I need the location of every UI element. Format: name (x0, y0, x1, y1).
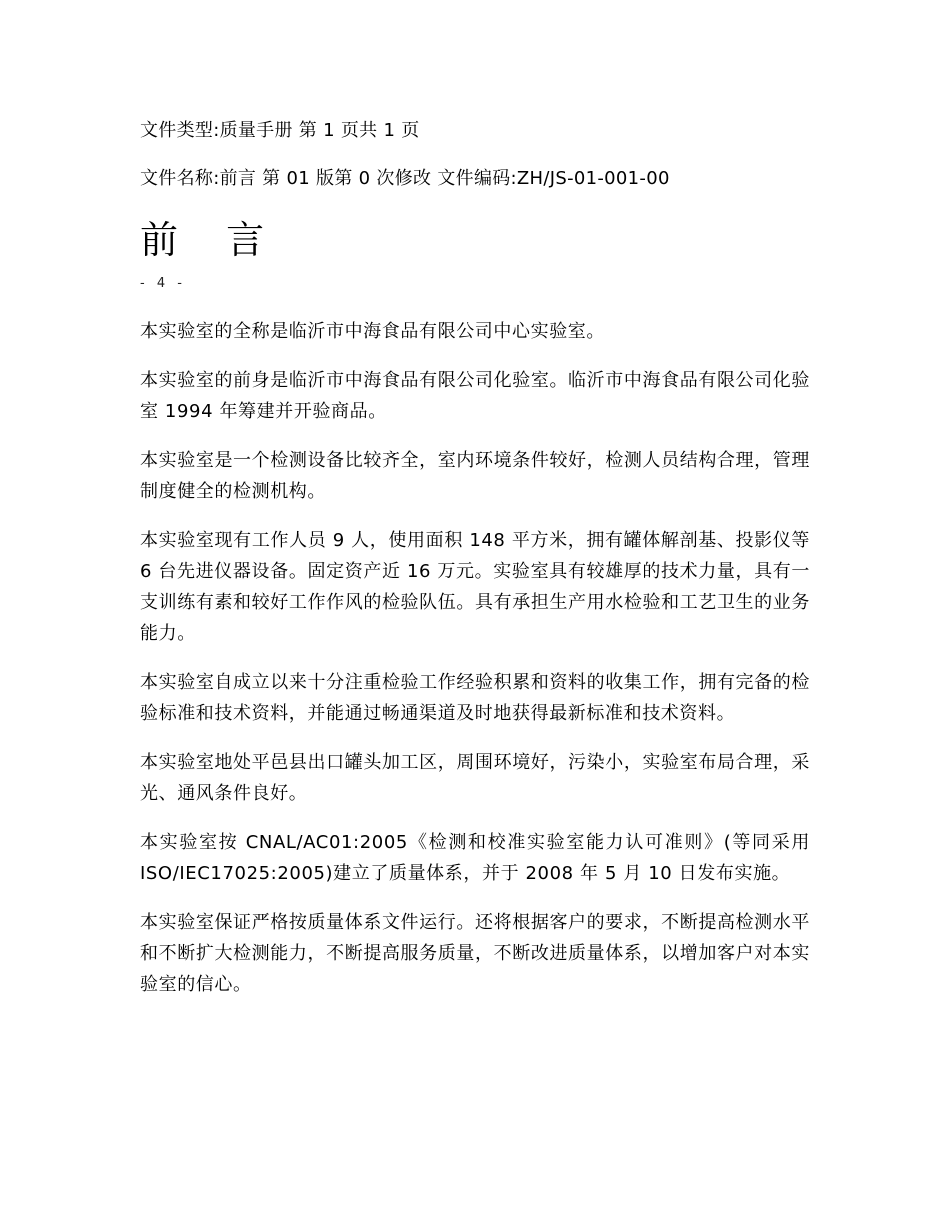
document-body (140, 316, 810, 1000)
page-title: 前 言 (140, 218, 283, 262)
paragraph-2: 本实验室的前身是临沂市中海食品有限公司化验室。临沂市中海食品有限公司化验室 1994 年筹建并开验商品。 (140, 370, 810, 422)
file-name-line: 文件名称:前言 第 01 版第 0 次修改 文件编码:ZH/JS-01-001-00 (140, 168, 670, 189)
file-type-line: 文件类型:质量手册 第 1 页共 1 页 (140, 120, 420, 141)
paragraph-3: 本实验室是一个检测设备比较齐全，室内环境条件较好，检测人员结构合理，管理制度健全的检测机构。 (140, 450, 810, 502)
paragraph-8: 本实验室保证严格按质量体系文件运行。还将根据客户的要求，不断提高检测水平和不断扩大检测能力，不断提高服务质量，不断改进质量体系，以增加客户对本实验室的信心。 (140, 912, 810, 995)
page-number: - 4 - (140, 276, 186, 291)
paragraph-6: 本实验室地处平邑县出口罐头加工区，周围环境好，污染小，实验室布局合理，采光、通风条件良好。 (140, 752, 810, 804)
paragraph-1: 本实验室的全称是临沂市中海食品有限公司中心实验室。 (140, 321, 605, 342)
paragraph-7: 本实验室按 CNAL/AC01:2005《检测和校准实验室能力认可准则》(等同采用 ISO/IEC17025:2005)建立了质量体系，并于 2008 年 5 月 10 日发布实施。 (140, 832, 810, 884)
paragraph-4: 本实验室现有工作人员 9 人，使用面积 148 平方米，拥有罐体解剖基、投影仪等 6 台先进仪器设备。固定资产近 16 万元。实验室具有较雄厚的技术力量，具有一支训练有素和较好工作作风的检验队伍。具有承担生产用水检验和工艺卫生的业务能力。 (140, 530, 810, 644)
paragraph-5: 本实验室自成立以来十分注重检验工作经验积累和资料的收集工作，拥有完备的检验标准和技术资料，并能通过畅通渠道及时地获得最新标准和技术资料。 (140, 672, 810, 724)
